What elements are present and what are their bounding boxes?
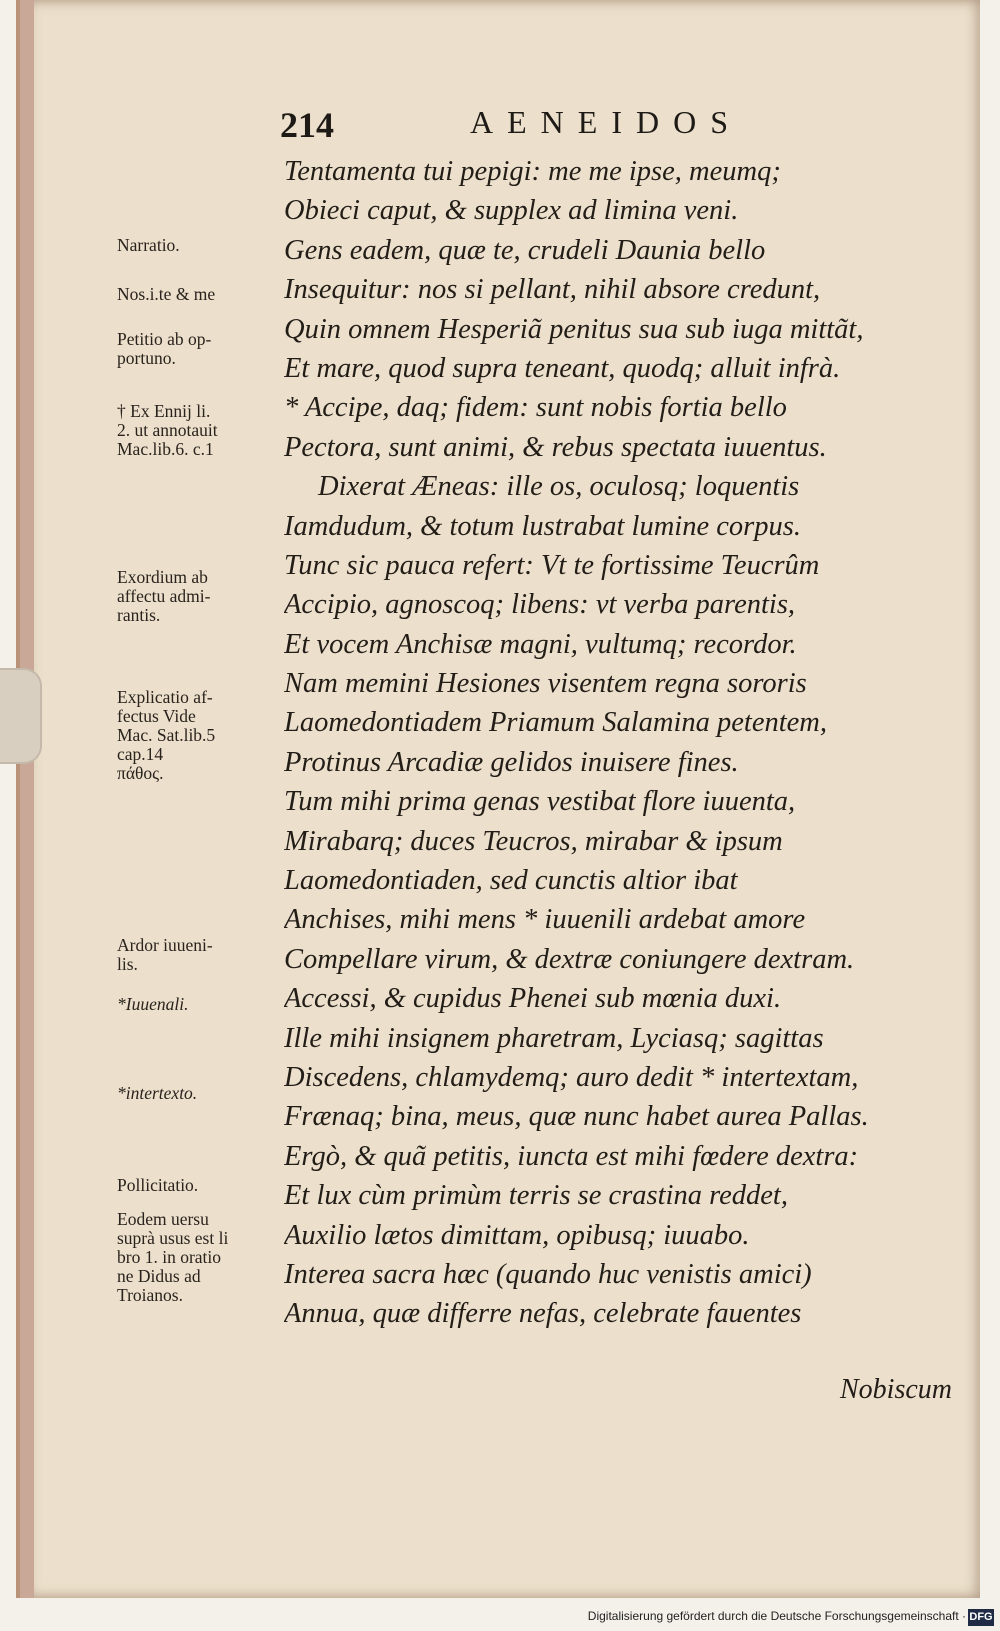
verse-line: Pectora, sunt animi, & rebus spectata iuuentus. [284, 431, 827, 463]
note-line: Troianos. [117, 1285, 183, 1305]
marginal-note [117, 1176, 277, 1195]
note-line: portuno. [117, 348, 176, 368]
note-line: Eodem uersu [117, 1209, 209, 1229]
verse-line: Accessi, & cupidus Phenei sub mœnia duxi. [284, 983, 782, 1015]
verse-line: Dixerat Æneas: ille os, oculosq; loquentis [318, 471, 800, 503]
verse-line: Mirabarq; duces Teucros, mirabar & ipsum [284, 825, 783, 857]
verse-line: Compellare virum, & dextræ coniungere dextram. [284, 943, 855, 975]
dfg-logo: DFG [968, 1609, 994, 1626]
verse-line: Anchises, mihi mens * iuuenili ardebat amore [284, 904, 806, 936]
note-line: Pollicitatio. [117, 1175, 199, 1195]
note-line: πάθος. [117, 763, 164, 783]
note-line: 2. ut annotauit [117, 420, 218, 440]
verse-line: Obieci caput, & supplex ad limina veni. [284, 195, 739, 227]
verse-line: Ergò, & quã petitis, iuncta est mihi fœdere dextra: [284, 1140, 859, 1172]
note-line: Mac.lib.6. c.1 [117, 439, 214, 459]
note-line: Narratio. [117, 235, 180, 255]
verse-line: Tum mihi prima genas vestibat flore iuuenta, [284, 786, 796, 818]
bookmark-tab [0, 668, 42, 764]
marginal-note [117, 936, 277, 974]
marginal-note [117, 402, 277, 459]
running-head: AENEIDOS [470, 104, 742, 140]
note-line: rantis. [117, 605, 161, 625]
note-line: *Iuuenali. [117, 994, 189, 1014]
verse-line: Interea sacra hæc (quando huc venistis amici) [284, 1258, 812, 1290]
marginal-note [117, 995, 277, 1014]
catchword: Nobiscum [840, 1374, 952, 1405]
note-line: affectu admi- [117, 586, 211, 606]
verse-line: Laomedontiaden, sed cunctis altior ibat [284, 865, 738, 897]
verse-line: Quin omnem Hesperiã penitus sua sub iuga mittãt, [284, 313, 864, 345]
note-line: suprà usus est li [117, 1228, 229, 1248]
verse-line: Tunc sic pauca refert: Vt te fortissime Teucrûm [284, 549, 820, 581]
note-line: Ardor iuueni- [117, 935, 213, 955]
note-line: bro 1. in oratio [117, 1247, 222, 1267]
verse-block [284, 152, 974, 1334]
verse-line: Frænaq; bina, meus, quæ nunc habet aurea Pallas. [284, 1101, 869, 1133]
note-line: ne Didus ad [117, 1266, 201, 1286]
note-line: fectus Vide [117, 706, 196, 726]
note-line: *intertexto. [117, 1083, 198, 1103]
verse-line: Accipio, agnoscoq; libens: vt verba parentis, [284, 589, 796, 621]
verse-line: Iamdudum, & totum lustrabat lumine corpus. [284, 510, 801, 542]
note-line: Explicatio af- [117, 687, 213, 707]
note-line: Petitio ab op- [117, 329, 212, 349]
verse-line: Et lux cùm primùm terris se crastina reddet, [284, 1180, 788, 1212]
verse-line: Laomedontiadem Priamum Salamina petentem, [284, 707, 828, 739]
verse-line: Et mare, quod supra teneant, quodq; alluit infrà. [284, 352, 841, 384]
verse-line: Ille mihi insignem pharetram, Lyciasq; sagittas [284, 1022, 824, 1054]
verse-line: Annua, quæ differre nefas, celebrate fauentes [284, 1298, 802, 1330]
digitization-credit: Digitalisierung gefördert durch die Deutsche Forschungsgemeinschaft · [587, 1609, 966, 1623]
note-line: Mac. Sat.lib.5 [117, 725, 216, 745]
marginal-note [117, 330, 277, 368]
page-number: 214 [280, 105, 334, 145]
marginal-note [117, 688, 277, 783]
note-line: Exordium ab [117, 567, 208, 587]
verse-line: Protinus Arcadiæ gelidos inuisere fines. [284, 746, 739, 778]
verse-line: Tentamenta tui pepigi: me me ipse, meumq; [284, 156, 781, 187]
marginal-note [117, 1210, 277, 1305]
page-edge [20, 0, 34, 1598]
note-line: lis. [117, 954, 138, 974]
verse-line: Insequitur: nos si pellant, nihil absore credunt, [284, 274, 821, 306]
marginal-note [117, 285, 277, 304]
verse-line: Nam memini Hesiones visentem regna sororis [284, 668, 807, 700]
note-line: Nos.i.te & me [117, 284, 216, 304]
marginal-note [117, 568, 277, 625]
marginal-note [117, 236, 277, 255]
marginal-note [117, 1084, 277, 1103]
verse-line: Gens eadem, quæ te, crudeli Daunia bello [284, 234, 766, 266]
verse-line: * Accipe, daq; fidem: sunt nobis fortia bello [284, 392, 787, 424]
verse-line: Auxilio lætos dimittam, opibusq; iuuabo. [284, 1219, 750, 1251]
note-line: cap.14 [117, 744, 164, 764]
note-line: † Ex Ennij li. [117, 401, 211, 421]
verse-line: Discedens, chlamydemq; auro dedit * intertextam, [284, 1061, 859, 1093]
verse-line: Et vocem Anchisæ magni, vultumq; recordor. [284, 628, 797, 660]
page-header [280, 104, 820, 148]
